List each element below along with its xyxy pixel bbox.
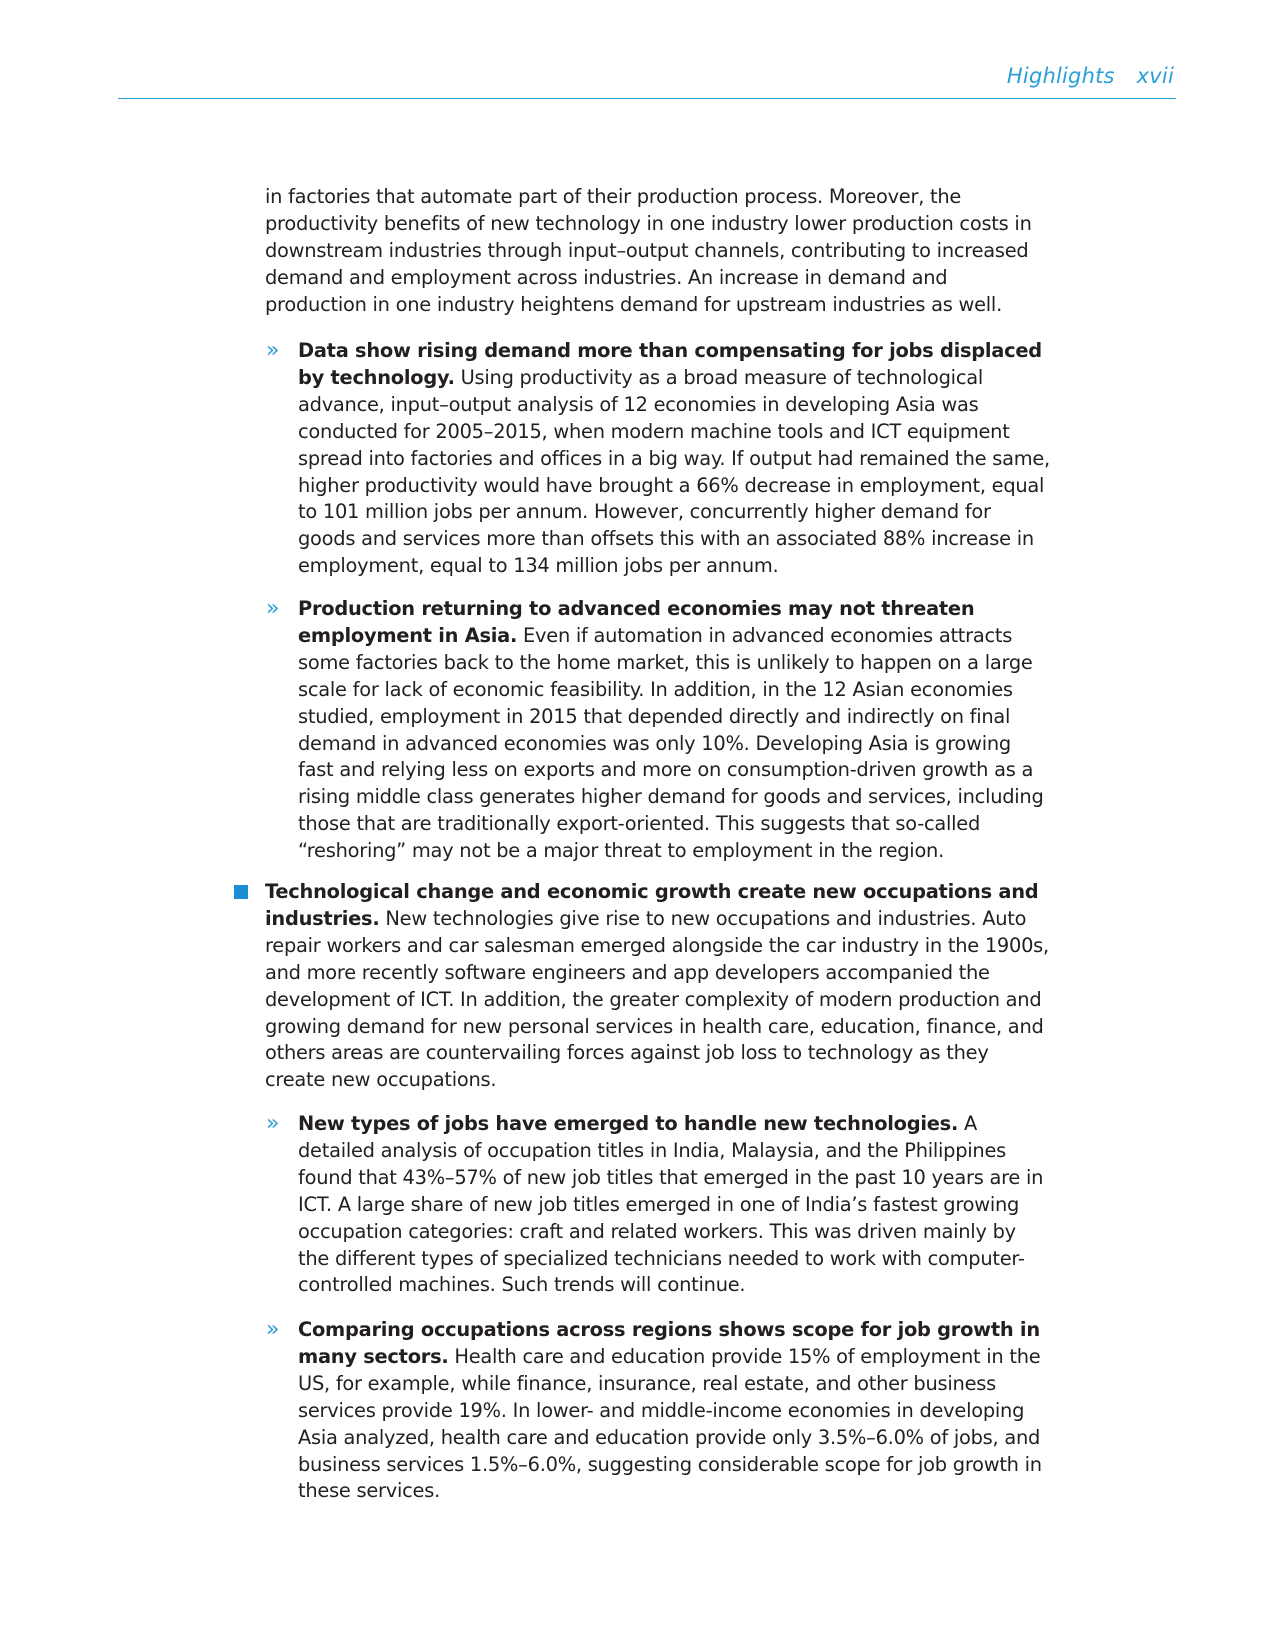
running-header [118,62,1176,99]
bullet-body: A detailed analysis of occupation titles in India, Malaysia, and the Philippines found that 43%–57% of new job titles that emerged in the past 10 years are in ICT. A large share of new job titles emerged in one of India’s fastest growing occupation categories: craft and related workers. This was driven mainly by the different types of specialized technicians needed to work with computer-controlled machines. Such trends will continue. [298,1112,1044,1297]
bullet-heading: Technological change and economic growth create new occupations and industries. [265,880,1039,930]
header-text [1007,64,1174,88]
bullet-body: New technologies give rise to new occupations and industries. Auto repair workers and car salesman emerged alongside the car industry in the 1900s, and more recently software engineers and app developers accompanied the development of ICT. In addition, the greater complexity of modern production and growing demand for new personal services in health care, education, finance, and others areas are countervailing forces against job loss to technology as they create new occupations. [265,906,1049,1092]
bullet-heading: Comparing occupations across regions shows scope for job growth in many sectors. [298,1318,1040,1368]
bullet-body: Health care and education provide 15% of employment in the US, for example, while finance, insurance, real estate, and other business services provide 19%. In lower- and middle-income economies in developing Asia analyzed, health care and education provide only 3.5%–6.0% of jobs, and business services 1.5%–6.0%, suggesting considerable scope for job growth in these services. [298,1344,1042,1503]
section-bullet-item [265,879,1050,1094]
raquo-marker-icon: » [266,338,280,363]
raquo-marker-icon: » [266,1111,280,1136]
bullet-item [266,1111,1050,1299]
bullet-body: Even if automation in advanced economies attracts some factories back to the home market, this is unlikely to happen on a large scale for lack of economic feasibility. In addition, in the 12 Asian economies studied, employment in 2015 that depended directly and indirectly on final demand in advanced economies was only 10%. Developing Asia is growing fast and relying less on exports and more on consumption-driven growth as a rising middle class generates higher demand for goods and services, including those that are traditionally export-oriented. This suggests that so-called “reshoring” may not be a major threat to employment in the region. [298,623,1044,863]
bullet-item [266,596,1050,865]
bullet-item [266,338,1050,580]
raquo-marker-icon: » [266,1317,280,1342]
header-section-title: Highlights [1006,64,1115,88]
intro-paragraph: in factories that automate part of their production process. Moreover, the productivity benefits of new technology in one industry lower production costs in downstream industries through input–output channels, contributing to increased demand and employment across industries. An increase in demand and production in one industry heightens demand for upstream industries as well. [265,185,1032,316]
bullet-item [266,1317,1050,1505]
bullet-heading: New types of jobs have emerged to handle new technologies. [298,1112,959,1135]
bullet-heading: Production returning to advanced economies may not threaten employment in Asia. [298,597,975,647]
bullet-heading: Data show rising demand more than compensating for jobs displaced by technology. [298,339,1042,389]
blue-square-bullet-icon [234,885,248,899]
header-page-number: xvii [1136,64,1174,88]
raquo-marker-icon: » [266,596,280,621]
bullet-body: Using productivity as a broad measure of technological advance, input–output analysis of 12 economies in developing Asia was conducted for 2005–2015, when modern machine tools and ICT equipment spread into factories and offices in a big way. If output had remained the same, higher productivity would have brought a 66% decrease in employment, equal to 101 million jobs per annum. However, concurrently higher demand for goods and services more than offsets this with an associated 88% increase in employment, equal to 134 million jobs per annum. [298,365,1050,578]
